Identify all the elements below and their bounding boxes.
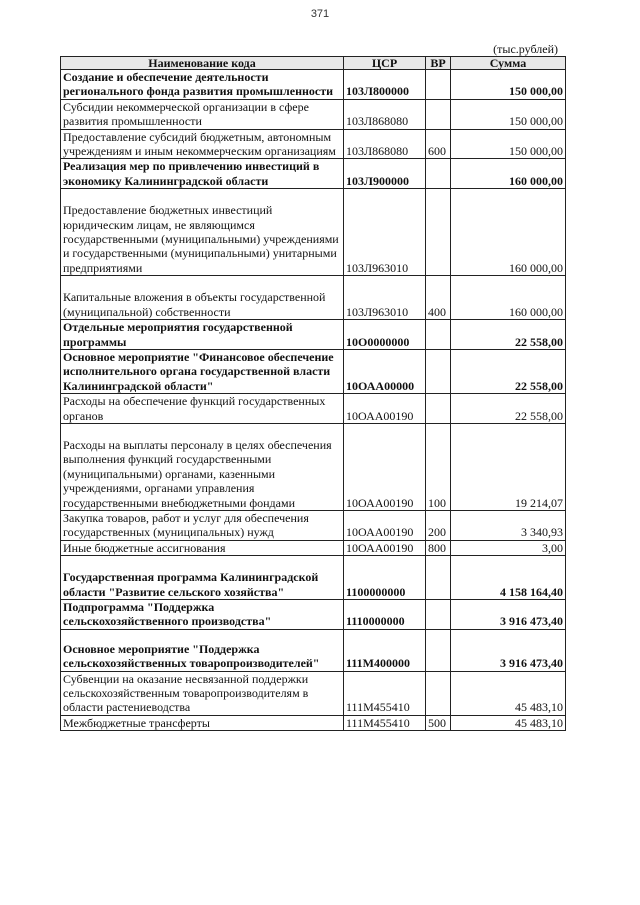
row-csr: 111М455410	[344, 671, 426, 715]
row-sum: 22 558,00	[451, 349, 566, 393]
row-sum: 45 483,10	[451, 715, 566, 730]
row-name: Иные бюджетные ассигнования	[61, 540, 344, 555]
row-name: Предоставление субсидий бюджетным, автономным учреждениям и иным некоммерческим организациям	[61, 129, 344, 159]
header-vr: ВР	[426, 57, 451, 70]
row-sum: 3 916 473,40	[451, 629, 566, 671]
row-name: Предоставление бюджетных инвестиций юридическим лицам, не являющимся государственными (муниципальными) учреждениями и государственными (муниципальными) унитарными предприятиями	[61, 189, 344, 276]
table-body	[61, 70, 566, 731]
row-vr	[426, 349, 451, 393]
row-name: Создание и обеспечение деятельности регионального фонда развития промышленности	[61, 70, 344, 100]
page-number: 371	[310, 8, 330, 20]
table-row	[61, 159, 566, 189]
row-sum: 4 158 164,40	[451, 556, 566, 600]
table-row	[61, 394, 566, 424]
table-row	[61, 349, 566, 393]
row-vr	[426, 629, 451, 671]
row-vr	[426, 70, 451, 100]
row-name: Основное мероприятие "Поддержка сельскохозяйственных товаропроизводителей"	[61, 629, 344, 671]
row-sum: 150 000,00	[451, 70, 566, 100]
row-sum: 3 340,93	[451, 510, 566, 540]
row-vr	[426, 159, 451, 189]
row-vr: 800	[426, 540, 451, 555]
row-name: Субвенции на оказание несвязанной поддержки сельскохозяйственным товаропроизводителям в области растениеводства	[61, 671, 344, 715]
row-name: Закупка товаров, работ и услуг для обеспечения государственных (муниципальных) нужд	[61, 510, 344, 540]
row-csr: 103Л868080	[344, 99, 426, 129]
row-vr: 500	[426, 715, 451, 730]
row-sum: 22 558,00	[451, 394, 566, 424]
row-csr: 1110000000	[344, 600, 426, 630]
row-vr: 400	[426, 276, 451, 320]
row-name: Отдельные мероприятия государственной программы	[61, 320, 344, 350]
row-vr: 100	[426, 423, 451, 510]
row-sum: 160 000,00	[451, 189, 566, 276]
row-name: Подпрограмма "Поддержка сельскохозяйственного производства"	[61, 600, 344, 630]
row-sum: 3,00	[451, 540, 566, 555]
row-name: Расходы на выплаты персоналу в целях обеспечения выполнения функций государственными (муниципальными) органами, казенными учреждениями, органами управления государственными внебюджетными фондами	[61, 423, 344, 510]
row-name: Реализация мер по привлечению инвестиций в экономику Калининградской области	[61, 159, 344, 189]
table-row	[61, 70, 566, 100]
row-csr: 103Л963010	[344, 276, 426, 320]
row-vr: 600	[426, 129, 451, 159]
row-name: Расходы на обеспечение функций государственных органов	[61, 394, 344, 424]
row-sum: 150 000,00	[451, 129, 566, 159]
table-row	[61, 189, 566, 276]
row-sum: 19 214,07	[451, 423, 566, 510]
row-csr: 1100000000	[344, 556, 426, 600]
header-name: Наименование кода	[61, 57, 344, 70]
row-csr: 10ОАА00190	[344, 423, 426, 510]
units-label: (тыс.рублей)	[493, 42, 558, 56]
row-sum: 160 000,00	[451, 159, 566, 189]
table-header-row	[61, 57, 566, 70]
row-vr	[426, 394, 451, 424]
row-sum: 45 483,10	[451, 671, 566, 715]
row-name: Основное мероприятие "Финансовое обеспечение исполнительного органа государственной власти Калининградской области"	[61, 349, 344, 393]
row-csr: 10ОАА00190	[344, 510, 426, 540]
row-name: Государственная программа Калининградской области "Развитие сельского хозяйства"	[61, 556, 344, 600]
row-csr: 111М400000	[344, 629, 426, 671]
row-csr: 10О0000000	[344, 320, 426, 350]
budget-table	[60, 56, 566, 731]
row-csr: 103Л868080	[344, 129, 426, 159]
table-row	[61, 510, 566, 540]
row-vr	[426, 189, 451, 276]
row-csr: 103Л800000	[344, 70, 426, 100]
row-vr	[426, 99, 451, 129]
table-row	[61, 715, 566, 730]
row-name: Капитальные вложения в объекты государственной (муниципальной) собственности	[61, 276, 344, 320]
row-sum: 3 916 473,40	[451, 600, 566, 630]
row-vr: 200	[426, 510, 451, 540]
row-vr	[426, 320, 451, 350]
row-sum: 150 000,00	[451, 99, 566, 129]
table-row	[61, 320, 566, 350]
row-csr: 111М455410	[344, 715, 426, 730]
table-row	[61, 540, 566, 555]
table-row	[61, 423, 566, 510]
row-vr	[426, 600, 451, 630]
table-row	[61, 671, 566, 715]
table-row	[61, 556, 566, 600]
row-name: Межбюджетные трансферты	[61, 715, 344, 730]
table-row	[61, 129, 566, 159]
row-csr: 10ОАА00000	[344, 349, 426, 393]
row-sum: 22 558,00	[451, 320, 566, 350]
table-row	[61, 629, 566, 671]
header-sum: Сумма	[451, 57, 566, 70]
row-vr	[426, 556, 451, 600]
row-csr: 103Л900000	[344, 159, 426, 189]
row-csr: 10ОАА00190	[344, 540, 426, 555]
row-csr: 103Л963010	[344, 189, 426, 276]
row-csr: 10ОАА00190	[344, 394, 426, 424]
table-row	[61, 600, 566, 630]
header-csr: ЦСР	[344, 57, 426, 70]
row-vr	[426, 671, 451, 715]
row-name: Субсидии некоммерческой организации в сфере развития промышленности	[61, 99, 344, 129]
row-sum: 160 000,00	[451, 276, 566, 320]
table-row	[61, 276, 566, 320]
table-row	[61, 99, 566, 129]
